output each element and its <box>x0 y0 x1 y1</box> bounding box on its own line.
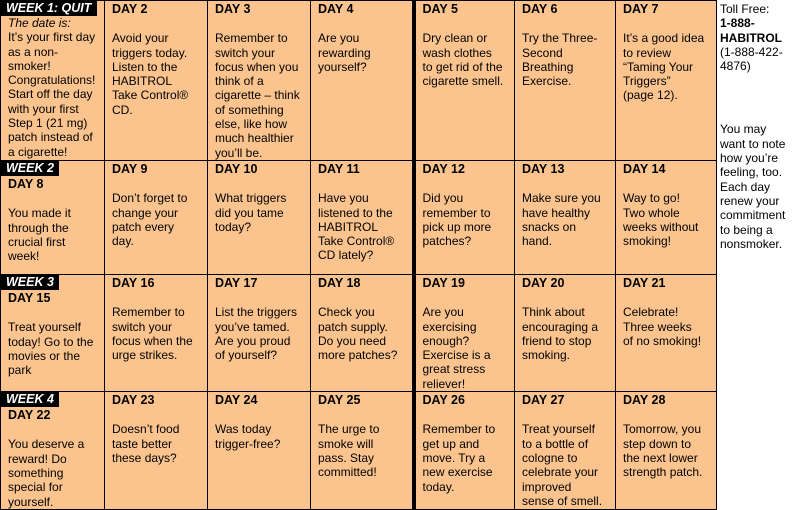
feelings-note: You may want to note how you’re feeling, too. Each day renew your commitment to being a nonsmoker. <box>720 122 786 251</box>
toll-free-label: Toll Free: <box>720 2 770 16</box>
day-cell <box>105 274 208 391</box>
day-label: DAY 8 <box>8 176 44 191</box>
day-text: Are you rewarding yourself? <box>318 31 371 74</box>
day-text: Tomorrow, you step down to the next lower strength patch. <box>623 422 703 480</box>
day-text: Make sure you have healthy snacks on hand. <box>522 191 601 249</box>
day-label: DAY 6 <box>522 2 558 16</box>
day-cell <box>616 160 717 274</box>
day-cell <box>515 274 616 391</box>
day-label: DAY 12 <box>422 161 465 176</box>
day-cell <box>616 274 717 391</box>
day-cell <box>616 1 717 161</box>
day-text: What triggers did you tame today? <box>215 191 287 234</box>
day-cell <box>105 1 208 161</box>
day-cell <box>208 392 311 510</box>
day-cell <box>311 274 414 391</box>
week-start-cell <box>1 1 105 161</box>
day-text: Dry clean or wash clothes to get rid of the cigarette smell. <box>422 31 504 89</box>
day-cell <box>515 392 616 510</box>
day-label: DAY 3 <box>215 2 251 16</box>
day-text: It’s a good idea to review “Taming Your Triggers” (page 12). <box>623 31 705 103</box>
day-label: DAY 25 <box>318 393 361 408</box>
day-label: DAY 23 <box>112 393 155 408</box>
toll-free-digits: (1-888-422- 4876) <box>720 44 783 74</box>
day-label: DAY 20 <box>522 275 565 290</box>
day-text: Don’t forget to change your patch every day. <box>112 191 188 249</box>
day-cell <box>208 1 311 161</box>
day-text: Check you patch supply. Do you need more patches? <box>318 305 398 363</box>
day-label: DAY 7 <box>623 2 659 16</box>
day-text: The urge to smoke will pass. Stay committed! <box>318 422 380 480</box>
day-cell <box>311 160 414 274</box>
week-row-1 <box>1 1 717 161</box>
day-text: You deserve a reward! Do something special for yourself. <box>8 437 85 509</box>
day-label: DAY 22 <box>8 408 51 423</box>
quit-date-label: The date is: <box>8 16 71 30</box>
week-row-2 <box>1 160 717 274</box>
day-label: DAY 28 <box>623 393 666 408</box>
day-cell <box>105 392 208 510</box>
day-text: Try the Three- Second Breathing Exercise. <box>522 31 598 89</box>
day-label: DAY 9 <box>112 161 148 176</box>
week-start-cell <box>1 274 105 391</box>
day-label: DAY 19 <box>422 275 465 290</box>
day-text: Think about encouraging a friend to stop smoking. <box>522 305 599 363</box>
day-label: DAY 27 <box>522 393 565 408</box>
day-cell <box>208 274 311 391</box>
toll-free-number: 1-888- HABITROL <box>720 16 782 45</box>
day-text: Celebrate! Three weeks of no smoking! <box>623 305 702 348</box>
day-text: Remember to switch your focus when you think of a cigarette – think of something else, like how much healthier you’ll be. <box>215 31 300 160</box>
day-label: DAY 17 <box>215 275 258 290</box>
week-badge: WEEK 2 <box>1 161 59 176</box>
day-cell <box>414 160 515 274</box>
day-label: DAY 14 <box>623 161 666 176</box>
day-text: Way to go! Two whole weeks without smoking! <box>623 191 699 249</box>
day-text: You made it through the crucial first week! <box>8 206 71 264</box>
week-start-cell <box>1 392 105 510</box>
day-text: Doesn’t food taste better these days? <box>112 422 180 465</box>
day-text: Avoid your triggers today. Listen to the HABITROL Take Control® CD. <box>112 31 189 117</box>
week-start-cell <box>1 160 105 274</box>
day-text: Remember to get up and move. Try a new exercise today. <box>422 422 496 494</box>
day-cell <box>208 160 311 274</box>
day-text: Have you listened to the HABITROL Take Control® CD lately? <box>318 191 395 263</box>
day-label: DAY 4 <box>318 2 354 16</box>
week-badge: WEEK 4 <box>1 392 59 407</box>
day-cell <box>414 1 515 161</box>
day-text: Treat yourself to a bottle of cologne to celebrate your improved sense of smell. <box>522 422 603 508</box>
day-label: DAY 2 <box>112 2 148 16</box>
day-cell <box>414 392 515 510</box>
sidebar <box>720 2 800 251</box>
day-label: DAY 13 <box>522 161 565 176</box>
day-cell <box>414 274 515 391</box>
day-label: DAY 11 <box>318 161 360 176</box>
day-label: DAY 18 <box>318 275 361 290</box>
day-text: Did you remember to pick up more patches? <box>422 191 492 249</box>
day-text: It’s your first day as a non- smoker! Congratulations! Start off the day with your first Step 1 (21 mg) patch instead of a cigarette! <box>8 30 96 159</box>
day-text: Are you exercising enough? Exercise is a great stress reliever! <box>422 305 491 391</box>
day-cell <box>105 160 208 274</box>
week-row-3 <box>1 274 717 391</box>
day-cell <box>311 1 414 161</box>
day-text: Treat yourself today! Go to the movies or the park <box>8 320 94 378</box>
day-label: DAY 26 <box>422 393 465 408</box>
week-badge: WEEK 3 <box>1 275 59 290</box>
day-cell <box>515 160 616 274</box>
day-label: DAY 24 <box>215 393 258 408</box>
day-label: DAY 16 <box>112 275 155 290</box>
day-label: DAY 15 <box>8 290 51 305</box>
day-label: DAY 5 <box>422 2 458 16</box>
day-text: List the triggers you’ve tamed. Are you proud of yourself? <box>215 305 298 363</box>
week-row-4 <box>1 392 717 510</box>
day-text: Remember to switch your focus when the urge strikes. <box>112 305 193 363</box>
day-cell <box>616 392 717 510</box>
day-cell <box>515 1 616 161</box>
day-cell <box>311 392 414 510</box>
day-label: DAY 10 <box>215 161 258 176</box>
day-text: Was today trigger-free? <box>215 422 281 451</box>
day-label: DAY 21 <box>623 275 666 290</box>
week-badge: WEEK 1: QUIT <box>1 1 97 16</box>
